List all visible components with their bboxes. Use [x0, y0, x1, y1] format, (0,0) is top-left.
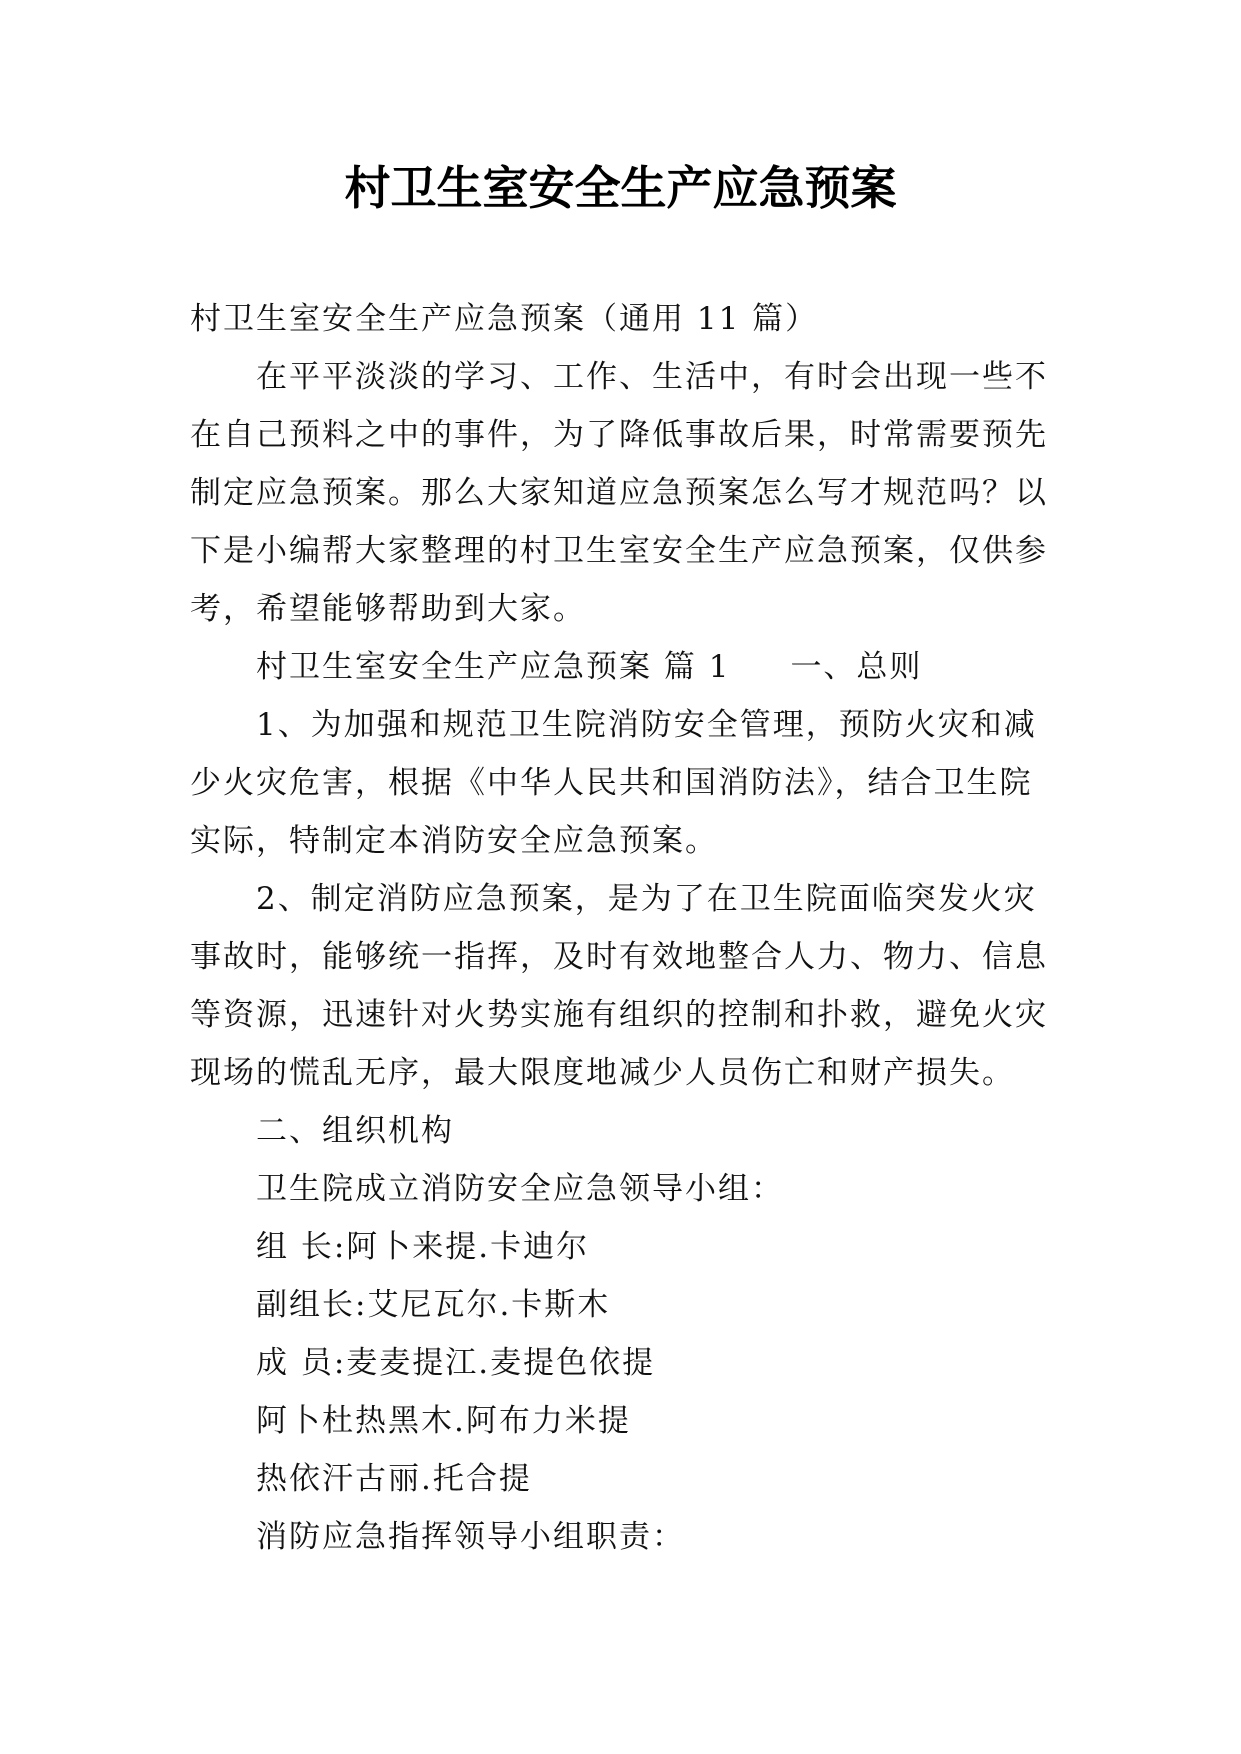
group-member: 阿卜杜热黑木.阿布力米提: [256, 1403, 631, 1439]
section-heading-organization: 二、组织机构: [256, 1113, 454, 1149]
document-body: [190, 290, 1050, 1566]
chapter-heading-line: [190, 638, 1050, 696]
group-member: 成 员:麦麦提江.麦提色依提: [256, 1345, 656, 1381]
group-member: 热依汗古丽.托合提: [256, 1461, 532, 1497]
group-leader: 组 长:阿卜来提.卡迪尔: [256, 1229, 590, 1265]
paragraph-1: 1、为加强和规范卫生院消防安全管理，预防火灾和减少火灾危害，根据《中华人民共和国消防法》，结合卫生院实际，特制定本消防安全应急预案。: [190, 707, 1037, 859]
document-subtitle: 村卫生室安全生产应急预案（通用 11 篇）: [190, 301, 819, 337]
chapter-heading: 村卫生室安全生产应急预案 篇 1: [256, 649, 731, 685]
group-deputy: 副组长:艾尼瓦尔.卡斯木: [256, 1287, 611, 1323]
paragraph-2: 2、制定消防应急预案，是为了在卫生院面临突发火灾事故时，能够统一指挥，及时有效地整合人力、物力、信息等资源，迅速针对火势实施有组织的控制和扑救，避免火灾现场的慌乱无序，最大限度地减少人员伤亡和财产损失。: [190, 881, 1048, 1091]
section-heading-general: 一、总则: [790, 649, 923, 685]
intro-paragraph: 在平平淡淡的学习、工作、生活中，有时会出现一些不在自己预料之中的事件，为了降低事故后果，时常需要预先制定应急预案。那么大家知道应急预案怎么写才规范吗？以下是小编帮大家整理的村卫生室安全生产应急预案，仅供参考，希望能够帮助到大家。: [190, 359, 1048, 627]
document-title: 村卫生室安全生产应急预案: [344, 161, 897, 215]
group-intro: 卫生院成立消防安全应急领导小组：: [256, 1171, 784, 1207]
duties-heading: 消防应急指挥领导小组职责：: [256, 1519, 685, 1555]
